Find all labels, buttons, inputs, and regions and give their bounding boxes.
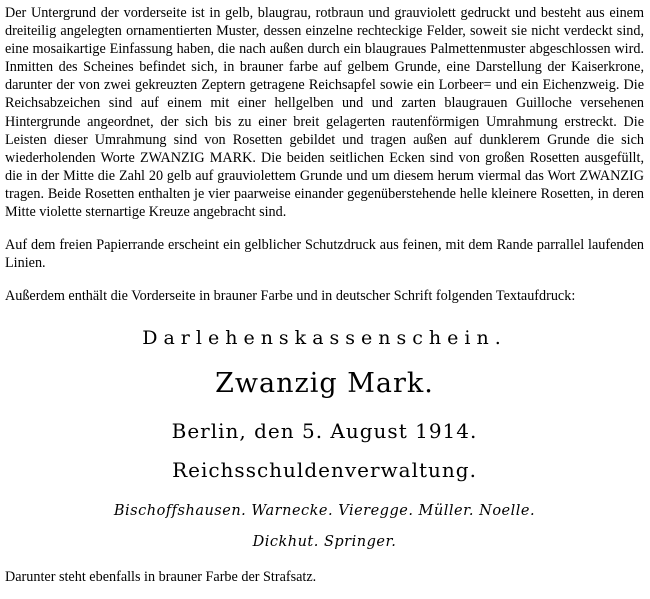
signatures-line-1: Bischoffshausen. Warnecke. Vieregge. Müller. Noelle. bbox=[113, 503, 536, 520]
paragraph-text-imprint-intro: Außerdem enthält die Vorderseite in brauner Farbe und in deutscher Schrift folgenden Textaufdruck: bbox=[5, 288, 576, 305]
paragraph-closing-strafsatz: Darunter steht ebenfalls in brauner Farbe der Strafsatz. bbox=[5, 569, 317, 586]
banknote-title: Darlehenskassenschein. bbox=[142, 327, 507, 350]
paragraph-paper-edge: Auf dem freien Papierrande erscheint ein gelblicher Schutzdruck aus feinen, mit dem Rande parrallel laufenden Linien. bbox=[5, 237, 644, 272]
signatures-line-2: Dickhut. Springer. bbox=[252, 534, 397, 551]
banknote-date-line: Berlin, den 5. August 1914. bbox=[171, 419, 478, 444]
paragraph-front-side-description: Der Untergrund der vorderseite ist in gelb, blaugrau, rotbraun und grauviolett gedruckt und besteht aus einem dreiteilig angelegten ornamentierten Muster, dessen einzelne rechteckige Felder, soweit sie nicht verdeckt sind, eine mosaikartige Einfassung haben, die nach außen durch ein blaugraues Palmettenmuster abgeschlossen wird. Inmitten des Scheines befindet sich, in brauner farbe auf gelbem Grunde, eine Darstellung der Kaiserkrone, darunter der von zwei gekreuzten Zeptern getragene Reichsapfel sowie ein Lorbeer= und ein Eichenzweig. Die Reichsabzeichen sind auf einem mit einer hellgelben und und zarten blaugrauen Guilloche versehenen Hintergrunde angeordnet, der sich bis zu einer breit gelagerten rautenförmigen Umrahmung erstreckt. Die Leisten dieser Umrahmung sind von Rosetten gebildet und tragen außen auf dunklerem Grunde die sich wiederholenden Worte ZWANZIG MARK. Die beiden seitlichen Ecken sind von großen Rosetten ausgefüllt, die in der Mitte die Zahl 20 gelb auf grauviolettem Grunde und um diesem herum viermal das Wort ZWANZIG tragen. Beide Rosetten enthalten je vier paarweise einander gegenüberstehende helle kleinere Rosetten, in deren Mitte violette sternartige Kreuze angebracht sind. bbox=[5, 5, 644, 221]
banknote-denomination: Zwanzig Mark. bbox=[215, 368, 434, 400]
banknote-authority: Reichsschuldenverwaltung. bbox=[172, 458, 477, 483]
